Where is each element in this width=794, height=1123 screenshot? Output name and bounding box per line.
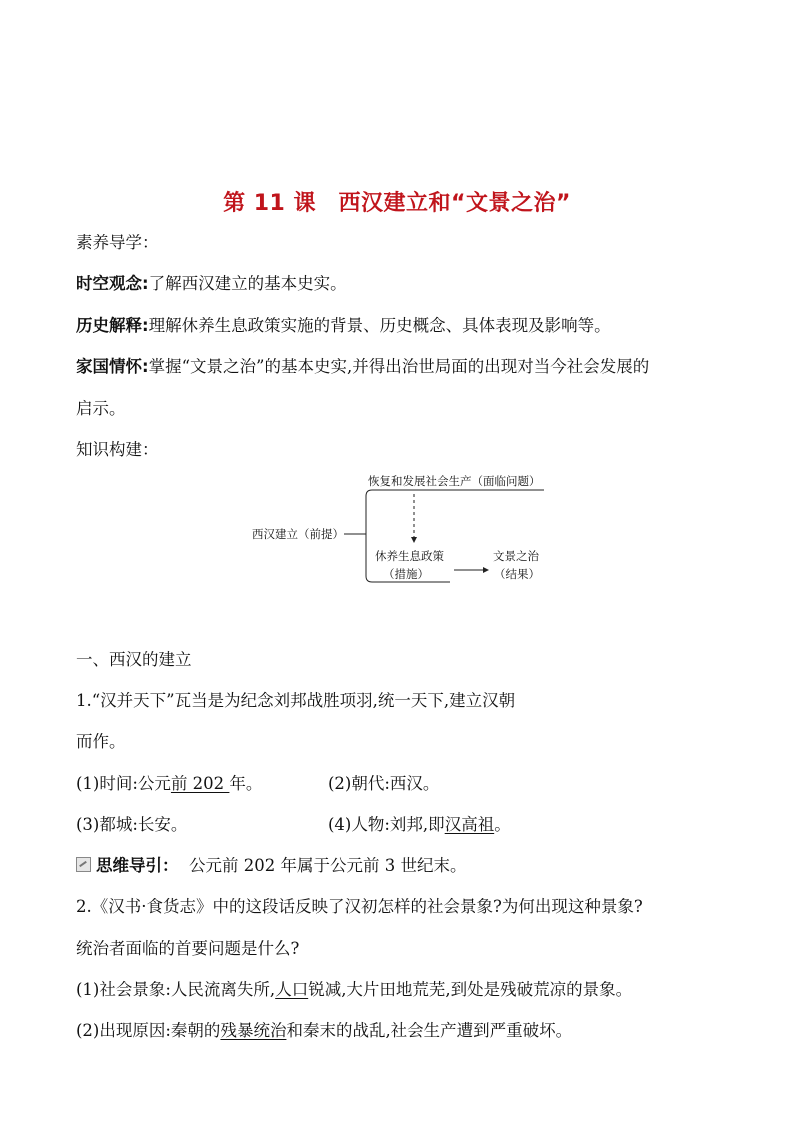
answer-blank: 前 202 — [170, 774, 230, 793]
answer-cause: (2)出现原因:秦朝的残暴统治和秦末的战乱,社会生产遭到严重破坏。 — [76, 1021, 573, 1040]
diagram-measure: 休养生息政策 — [375, 549, 444, 563]
question-1-line-2: 而作。 — [76, 732, 126, 751]
answer-capital: (3)都城:长安。 — [76, 815, 188, 834]
question-2-line-1: 2.《汉书·食货志》中的这段话反映了汉初怎样的社会景象?为何出现这种景象? — [76, 897, 643, 916]
answer-blank: 汉高祖 — [444, 815, 495, 834]
answer-social-scene: (1)社会景象:人民流离失所,人口锐减,大片田地荒芜,到处是残破荒凉的景象。 — [76, 980, 633, 999]
diagram-result: 文景之治 — [493, 549, 539, 563]
answer-blank: 人口 — [275, 980, 309, 999]
question-1-line-1: 1.“汉并天下”瓦当是为纪念刘邦战胜项羽,统一天下,建立汉朝 — [76, 691, 516, 710]
literacy-text: 理解休养生息政策实施的背景、历史概念、具体表现及影响等。 — [148, 316, 611, 335]
diagram-result-note: （结果） — [494, 567, 540, 581]
literacy-label: 历史解释: — [76, 316, 149, 335]
diagram-top: 恢复和发展社会生产（面临问题） — [368, 474, 541, 488]
literacy-text: 了解西汉建立的基本史实。 — [148, 274, 347, 293]
top-branch-line — [366, 490, 544, 534]
literacy-label: 时空观念: — [76, 274, 149, 293]
literacy-heading: 素养导学： — [76, 233, 159, 252]
literacy-item-interpretation — [76, 316, 611, 336]
question-2-line-2: 统治者面临的首要问题是什么? — [76, 939, 300, 958]
answer-blank: 残暴统治 — [220, 1021, 287, 1040]
diagram-measure-note: （措施） — [383, 567, 429, 581]
literacy-text: 掌握“文景之治”的基本史实,并得出治世局面的出现对当今社会发展的 — [148, 357, 650, 376]
literacy-continuation: 启示。 — [76, 399, 126, 418]
diagram-root: 西汉建立（前提） — [252, 527, 344, 541]
knowledge-heading: 知识构建： — [76, 440, 159, 459]
literacy-item-patriotism — [76, 357, 649, 377]
answer-person: (4)人物:刘邦,即汉高祖。 — [328, 815, 511, 834]
answer-dynasty: (2)朝代:西汉。 — [328, 774, 440, 793]
literacy-item-spacetime — [76, 274, 347, 294]
knowledge-diagram — [240, 466, 560, 596]
pencil-note-icon — [76, 857, 91, 872]
literacy-label: 家国情怀: — [76, 357, 149, 376]
guide-label: 思维导引： — [96, 856, 179, 875]
thinking-guide — [76, 856, 466, 876]
section-heading: 一、西汉的建立 — [76, 650, 192, 669]
guide-text: 公元前 202 年属于公元前 3 世纪末。 — [189, 856, 467, 875]
answer-time: (1)时间:公元前 202 年。 — [76, 774, 263, 793]
lesson-title: 第 11 课 西汉建立和“文景之治” — [223, 191, 571, 216]
